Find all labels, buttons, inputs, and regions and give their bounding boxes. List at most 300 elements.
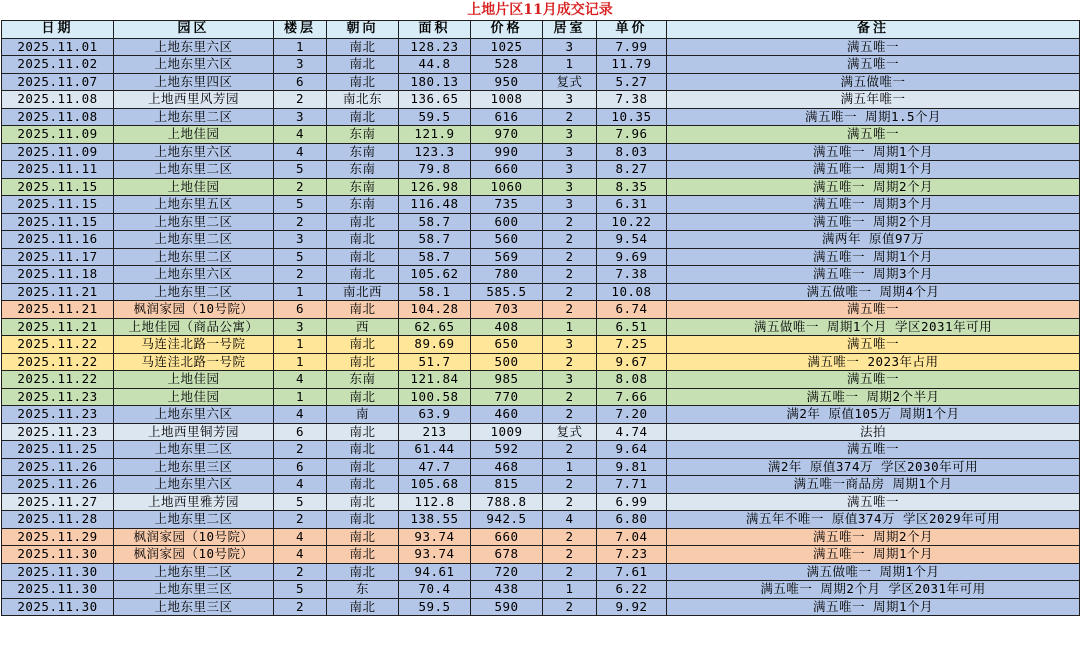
area-cell: 58.7	[399, 213, 471, 231]
unit-price-cell: 9.81	[597, 458, 667, 476]
date-cell: 2025.11.21	[2, 301, 114, 319]
orientation-cell: 南北	[327, 598, 399, 616]
column-header-orientation: 朝向	[327, 21, 399, 39]
orientation-cell: 南北	[327, 213, 399, 231]
table-row	[2, 353, 1080, 371]
area-cell: 136.65	[399, 91, 471, 109]
table-row	[2, 476, 1080, 494]
remarks-cell: 满五唯一	[667, 56, 1080, 74]
area-cell: 180.13	[399, 73, 471, 91]
table-row	[2, 301, 1080, 319]
area-cell: 112.8	[399, 493, 471, 511]
unit-price-cell: 7.66	[597, 388, 667, 406]
price-cell: 985	[471, 371, 543, 389]
unit-price-cell: 6.74	[597, 301, 667, 319]
orientation-cell: 南北东	[327, 91, 399, 109]
unit-price-cell: 4.74	[597, 423, 667, 441]
compound-cell: 上地西里铜芳园	[114, 423, 274, 441]
sheet-title: 上地片区11月成交记录	[0, 0, 1080, 20]
rooms-cell: 2	[543, 231, 597, 249]
table-body	[2, 38, 1080, 616]
rooms-cell: 2	[543, 441, 597, 459]
rooms-cell: 2	[543, 301, 597, 319]
orientation-cell: 南北	[327, 38, 399, 56]
price-cell: 942.5	[471, 511, 543, 529]
orientation-cell: 南北	[327, 563, 399, 581]
floor-cell: 4	[274, 406, 327, 424]
floor-cell: 2	[274, 178, 327, 196]
remarks-cell: 满五唯一 周期1个月	[667, 161, 1080, 179]
rooms-cell: 3	[543, 161, 597, 179]
floor-cell: 4	[274, 546, 327, 564]
area-cell: 128.23	[399, 38, 471, 56]
area-cell: 123.3	[399, 143, 471, 161]
table-row	[2, 231, 1080, 249]
floor-cell: 1	[274, 336, 327, 354]
remarks-cell: 满五唯一 周期1.5个月	[667, 108, 1080, 126]
date-cell: 2025.11.18	[2, 266, 114, 284]
remarks-cell: 法拍	[667, 423, 1080, 441]
price-cell: 585.5	[471, 283, 543, 301]
date-cell: 2025.11.17	[2, 248, 114, 266]
rooms-cell: 2	[543, 108, 597, 126]
rooms-cell: 1	[543, 56, 597, 74]
floor-cell: 1	[274, 388, 327, 406]
table-row	[2, 161, 1080, 179]
floor-cell: 3	[274, 108, 327, 126]
column-header-area: 面积	[399, 21, 471, 39]
unit-price-cell: 7.38	[597, 266, 667, 284]
table-row	[2, 406, 1080, 424]
table-row	[2, 108, 1080, 126]
orientation-cell: 南北	[327, 301, 399, 319]
date-cell: 2025.11.21	[2, 318, 114, 336]
unit-price-cell: 7.99	[597, 38, 667, 56]
table-row	[2, 38, 1080, 56]
table-row	[2, 196, 1080, 214]
area-cell: 44.8	[399, 56, 471, 74]
remarks-cell: 满五唯一	[667, 38, 1080, 56]
price-cell: 592	[471, 441, 543, 459]
compound-cell: 上地东里三区	[114, 581, 274, 599]
date-cell: 2025.11.02	[2, 56, 114, 74]
rooms-cell: 4	[543, 511, 597, 529]
floor-cell: 5	[274, 196, 327, 214]
rooms-cell: 1	[543, 458, 597, 476]
table-row	[2, 546, 1080, 564]
date-cell: 2025.11.30	[2, 563, 114, 581]
unit-price-cell: 6.51	[597, 318, 667, 336]
rooms-cell: 3	[543, 91, 597, 109]
rooms-cell: 2	[543, 546, 597, 564]
orientation-cell: 南北	[327, 353, 399, 371]
date-cell: 2025.11.09	[2, 126, 114, 144]
orientation-cell: 东南	[327, 143, 399, 161]
table-row	[2, 598, 1080, 616]
table-row	[2, 511, 1080, 529]
remarks-cell: 满2年 原值374万 学区2030年可用	[667, 458, 1080, 476]
floor-cell: 6	[274, 423, 327, 441]
price-cell: 780	[471, 266, 543, 284]
table-row	[2, 423, 1080, 441]
price-cell: 970	[471, 126, 543, 144]
remarks-cell: 满五唯一	[667, 493, 1080, 511]
compound-cell: 上地东里六区	[114, 266, 274, 284]
compound-cell: 上地东里六区	[114, 143, 274, 161]
unit-price-cell: 5.27	[597, 73, 667, 91]
table-row	[2, 336, 1080, 354]
remarks-cell: 满五唯一 周期2个月	[667, 528, 1080, 546]
compound-cell: 马连洼北路一号院	[114, 336, 274, 354]
orientation-cell: 南北	[327, 56, 399, 74]
compound-cell: 上地佳园（商品公寓）	[114, 318, 274, 336]
unit-price-cell: 10.08	[597, 283, 667, 301]
compound-cell: 上地东里三区	[114, 458, 274, 476]
floor-cell: 6	[274, 301, 327, 319]
date-cell: 2025.11.01	[2, 38, 114, 56]
table-row	[2, 493, 1080, 511]
floor-cell: 2	[274, 511, 327, 529]
remarks-cell: 满五唯一 周期2个月 学区2031年可用	[667, 581, 1080, 599]
price-cell: 950	[471, 73, 543, 91]
floor-cell: 5	[274, 493, 327, 511]
floor-cell: 5	[274, 581, 327, 599]
date-cell: 2025.11.25	[2, 441, 114, 459]
remarks-cell: 满五唯一	[667, 301, 1080, 319]
floor-cell: 3	[274, 231, 327, 249]
floor-cell: 3	[274, 318, 327, 336]
rooms-cell: 复式	[543, 73, 597, 91]
rooms-cell: 复式	[543, 423, 597, 441]
area-cell: 105.68	[399, 476, 471, 494]
unit-price-cell: 8.08	[597, 371, 667, 389]
date-cell: 2025.11.30	[2, 546, 114, 564]
unit-price-cell: 9.92	[597, 598, 667, 616]
remarks-cell: 满五年唯一	[667, 91, 1080, 109]
compound-cell: 上地东里六区	[114, 476, 274, 494]
price-cell: 1009	[471, 423, 543, 441]
compound-cell: 枫润家园（10号院）	[114, 546, 274, 564]
orientation-cell: 南北	[327, 266, 399, 284]
compound-cell: 上地东里四区	[114, 73, 274, 91]
area-cell: 105.62	[399, 266, 471, 284]
remarks-cell: 满五做唯一 周期4个月	[667, 283, 1080, 301]
rooms-cell: 3	[543, 196, 597, 214]
remarks-cell: 满五唯一	[667, 371, 1080, 389]
date-cell: 2025.11.30	[2, 598, 114, 616]
remarks-cell: 满两年 原值97万	[667, 231, 1080, 249]
date-cell: 2025.11.23	[2, 388, 114, 406]
orientation-cell: 南北	[327, 441, 399, 459]
area-cell: 94.61	[399, 563, 471, 581]
orientation-cell: 南北	[327, 108, 399, 126]
compound-cell: 上地东里六区	[114, 406, 274, 424]
date-cell: 2025.11.22	[2, 353, 114, 371]
compound-cell: 上地东里六区	[114, 38, 274, 56]
table-row	[2, 318, 1080, 336]
orientation-cell: 南北	[327, 73, 399, 91]
price-cell: 600	[471, 213, 543, 231]
column-header-floor: 楼层	[274, 21, 327, 39]
price-cell: 569	[471, 248, 543, 266]
compound-cell: 上地东里二区	[114, 283, 274, 301]
table-row	[2, 73, 1080, 91]
floor-cell: 2	[274, 598, 327, 616]
table-row	[2, 528, 1080, 546]
rooms-cell: 2	[543, 528, 597, 546]
rooms-cell: 2	[543, 283, 597, 301]
rooms-cell: 2	[543, 493, 597, 511]
rooms-cell: 2	[543, 476, 597, 494]
table-row	[2, 56, 1080, 74]
unit-price-cell: 9.54	[597, 231, 667, 249]
area-cell: 126.98	[399, 178, 471, 196]
unit-price-cell: 9.69	[597, 248, 667, 266]
date-cell: 2025.11.08	[2, 91, 114, 109]
price-cell: 1008	[471, 91, 543, 109]
price-cell: 815	[471, 476, 543, 494]
date-cell: 2025.11.07	[2, 73, 114, 91]
unit-price-cell: 10.22	[597, 213, 667, 231]
rooms-cell: 2	[543, 213, 597, 231]
compound-cell: 上地东里二区	[114, 511, 274, 529]
area-cell: 58.7	[399, 248, 471, 266]
date-cell: 2025.11.26	[2, 476, 114, 494]
date-cell: 2025.11.11	[2, 161, 114, 179]
remarks-cell: 满五唯一 周期3个月	[667, 196, 1080, 214]
compound-cell: 上地东里二区	[114, 563, 274, 581]
rooms-cell: 2	[543, 563, 597, 581]
unit-price-cell: 9.67	[597, 353, 667, 371]
area-cell: 58.1	[399, 283, 471, 301]
price-cell: 650	[471, 336, 543, 354]
floor-cell: 6	[274, 458, 327, 476]
floor-cell: 4	[274, 528, 327, 546]
floor-cell: 2	[274, 266, 327, 284]
price-cell: 500	[471, 353, 543, 371]
table-row	[2, 388, 1080, 406]
compound-cell: 上地西里雅芳园	[114, 493, 274, 511]
remarks-cell: 满五唯一商品房 周期1个月	[667, 476, 1080, 494]
orientation-cell: 东南	[327, 196, 399, 214]
unit-price-cell: 7.38	[597, 91, 667, 109]
orientation-cell: 南北	[327, 231, 399, 249]
date-cell: 2025.11.29	[2, 528, 114, 546]
area-cell: 61.44	[399, 441, 471, 459]
date-cell: 2025.11.26	[2, 458, 114, 476]
compound-cell: 马连洼北路一号院	[114, 353, 274, 371]
compound-cell: 上地东里二区	[114, 441, 274, 459]
date-cell: 2025.11.23	[2, 423, 114, 441]
compound-cell: 上地佳园	[114, 126, 274, 144]
date-cell: 2025.11.16	[2, 231, 114, 249]
table-row	[2, 563, 1080, 581]
price-cell: 1025	[471, 38, 543, 56]
price-cell: 616	[471, 108, 543, 126]
remarks-cell: 满五唯一 周期2个月	[667, 213, 1080, 231]
unit-price-cell: 8.35	[597, 178, 667, 196]
area-cell: 63.9	[399, 406, 471, 424]
compound-cell: 上地佳园	[114, 388, 274, 406]
remarks-cell: 满五做唯一	[667, 73, 1080, 91]
remarks-cell: 满五年不唯一 原值374万 学区2029年可用	[667, 511, 1080, 529]
remarks-cell: 满2年 原值105万 周期1个月	[667, 406, 1080, 424]
date-cell: 2025.11.15	[2, 178, 114, 196]
remarks-cell: 满五唯一 周期3个月	[667, 266, 1080, 284]
table-row	[2, 248, 1080, 266]
table-row	[2, 581, 1080, 599]
compound-cell: 上地西里风芳园	[114, 91, 274, 109]
rooms-cell: 2	[543, 388, 597, 406]
price-cell: 660	[471, 528, 543, 546]
remarks-cell: 满五唯一	[667, 441, 1080, 459]
compound-cell: 上地东里二区	[114, 248, 274, 266]
price-cell: 678	[471, 546, 543, 564]
orientation-cell: 南北	[327, 248, 399, 266]
unit-price-cell: 7.25	[597, 336, 667, 354]
table-row	[2, 126, 1080, 144]
table-row	[2, 458, 1080, 476]
area-cell: 79.8	[399, 161, 471, 179]
price-cell: 990	[471, 143, 543, 161]
floor-cell: 2	[274, 91, 327, 109]
unit-price-cell: 6.80	[597, 511, 667, 529]
compound-cell: 上地东里三区	[114, 598, 274, 616]
floor-cell: 4	[274, 126, 327, 144]
price-cell: 703	[471, 301, 543, 319]
rooms-cell: 1	[543, 581, 597, 599]
date-cell: 2025.11.22	[2, 336, 114, 354]
orientation-cell: 南北	[327, 546, 399, 564]
rooms-cell: 3	[543, 178, 597, 196]
area-cell: 59.5	[399, 108, 471, 126]
table-row	[2, 213, 1080, 231]
floor-cell: 5	[274, 161, 327, 179]
remarks-cell: 满五唯一	[667, 336, 1080, 354]
orientation-cell: 东南	[327, 178, 399, 196]
unit-price-cell: 6.99	[597, 493, 667, 511]
unit-price-cell: 9.64	[597, 441, 667, 459]
transactions-table	[1, 20, 1080, 616]
remarks-cell: 满五唯一 周期1个月	[667, 248, 1080, 266]
column-header-unit-price: 单价	[597, 21, 667, 39]
orientation-cell: 南北	[327, 458, 399, 476]
table-row	[2, 371, 1080, 389]
orientation-cell: 西	[327, 318, 399, 336]
price-cell: 408	[471, 318, 543, 336]
area-cell: 51.7	[399, 353, 471, 371]
compound-cell: 上地东里六区	[114, 56, 274, 74]
price-cell: 528	[471, 56, 543, 74]
table-row	[2, 283, 1080, 301]
date-cell: 2025.11.15	[2, 196, 114, 214]
rooms-cell: 2	[543, 406, 597, 424]
floor-cell: 1	[274, 353, 327, 371]
area-cell: 121.9	[399, 126, 471, 144]
orientation-cell: 南北	[327, 528, 399, 546]
floor-cell: 4	[274, 143, 327, 161]
floor-cell: 2	[274, 563, 327, 581]
column-header-rooms: 居室	[543, 21, 597, 39]
area-cell: 62.65	[399, 318, 471, 336]
unit-price-cell: 8.03	[597, 143, 667, 161]
area-cell: 93.74	[399, 528, 471, 546]
rooms-cell: 2	[543, 266, 597, 284]
unit-price-cell: 6.31	[597, 196, 667, 214]
price-cell: 468	[471, 458, 543, 476]
orientation-cell: 东南	[327, 371, 399, 389]
orientation-cell: 南北	[327, 493, 399, 511]
date-cell: 2025.11.23	[2, 406, 114, 424]
orientation-cell: 南北	[327, 423, 399, 441]
unit-price-cell: 7.20	[597, 406, 667, 424]
area-cell: 47.7	[399, 458, 471, 476]
header-row	[2, 21, 1080, 39]
floor-cell: 2	[274, 213, 327, 231]
floor-cell: 6	[274, 73, 327, 91]
date-cell: 2025.11.22	[2, 371, 114, 389]
area-cell: 93.74	[399, 546, 471, 564]
price-cell: 460	[471, 406, 543, 424]
orientation-cell: 南北	[327, 476, 399, 494]
table-row	[2, 91, 1080, 109]
area-cell: 100.58	[399, 388, 471, 406]
rooms-cell: 3	[543, 336, 597, 354]
rooms-cell: 2	[543, 598, 597, 616]
remarks-cell: 满五做唯一 周期1个月	[667, 563, 1080, 581]
unit-price-cell: 7.04	[597, 528, 667, 546]
column-header-price: 价格	[471, 21, 543, 39]
area-cell: 116.48	[399, 196, 471, 214]
floor-cell: 1	[274, 38, 327, 56]
unit-price-cell: 7.71	[597, 476, 667, 494]
price-cell: 660	[471, 161, 543, 179]
compound-cell: 上地佳园	[114, 178, 274, 196]
compound-cell: 上地东里二区	[114, 231, 274, 249]
compound-cell: 上地东里二区	[114, 161, 274, 179]
floor-cell: 5	[274, 248, 327, 266]
price-cell: 788.8	[471, 493, 543, 511]
remarks-cell: 满五唯一 周期2个月	[667, 178, 1080, 196]
orientation-cell: 东南	[327, 161, 399, 179]
price-cell: 735	[471, 196, 543, 214]
compound-cell: 上地东里二区	[114, 213, 274, 231]
orientation-cell: 南北	[327, 511, 399, 529]
compound-cell: 上地东里二区	[114, 108, 274, 126]
area-cell: 89.69	[399, 336, 471, 354]
column-header-compound: 园区	[114, 21, 274, 39]
area-cell: 121.84	[399, 371, 471, 389]
floor-cell: 4	[274, 476, 327, 494]
orientation-cell: 南北西	[327, 283, 399, 301]
remarks-cell: 满五唯一 2023年占用	[667, 353, 1080, 371]
orientation-cell: 东南	[327, 126, 399, 144]
price-cell: 590	[471, 598, 543, 616]
price-cell: 438	[471, 581, 543, 599]
remarks-cell: 满五唯一 周期1个月	[667, 143, 1080, 161]
area-cell: 70.4	[399, 581, 471, 599]
date-cell: 2025.11.08	[2, 108, 114, 126]
price-cell: 770	[471, 388, 543, 406]
unit-price-cell: 10.35	[597, 108, 667, 126]
floor-cell: 2	[274, 441, 327, 459]
remarks-cell: 满五唯一 周期1个月	[667, 598, 1080, 616]
floor-cell: 4	[274, 371, 327, 389]
area-cell: 59.5	[399, 598, 471, 616]
compound-cell: 枫润家园（10号院）	[114, 301, 274, 319]
compound-cell: 上地东里五区	[114, 196, 274, 214]
table-row	[2, 178, 1080, 196]
